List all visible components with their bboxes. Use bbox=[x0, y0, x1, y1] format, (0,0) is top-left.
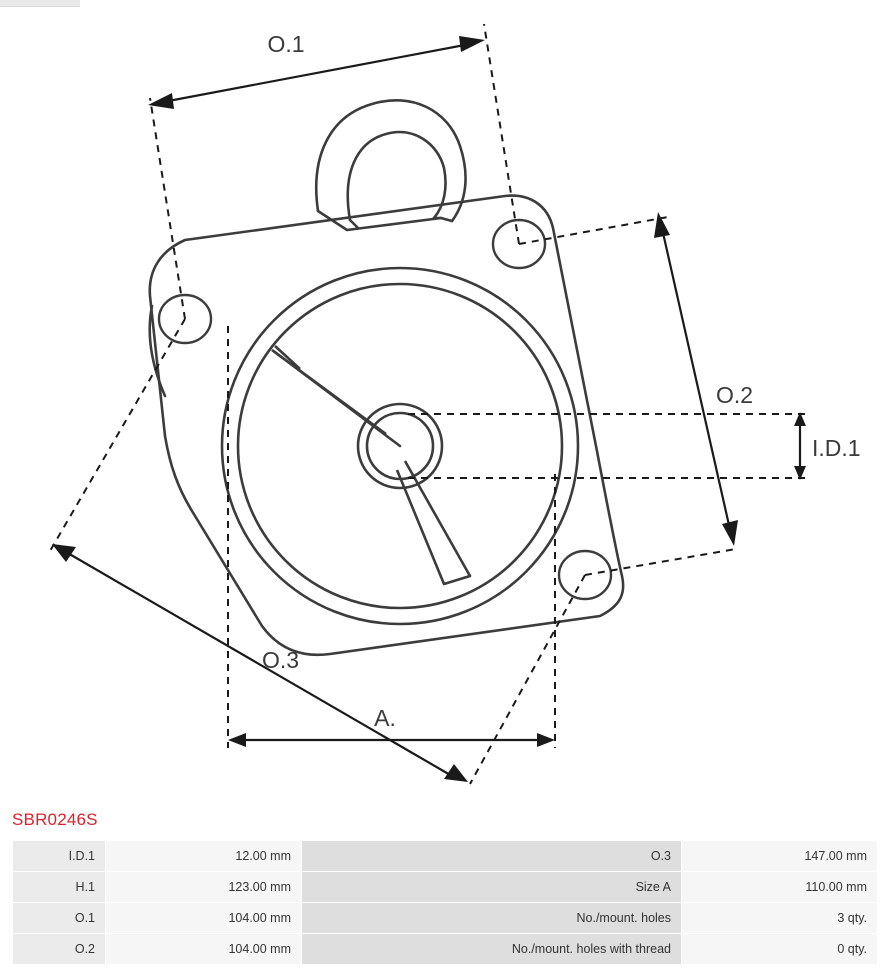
part-number: SBR0246S bbox=[12, 810, 98, 829]
label-a: A. bbox=[374, 705, 396, 731]
spec-value: 110.00 mm bbox=[682, 872, 878, 903]
dimension-o3 bbox=[50, 319, 585, 784]
specifications-table bbox=[12, 840, 878, 965]
dimension-id1 bbox=[408, 412, 810, 480]
technical-drawing bbox=[0, 6, 889, 806]
label-id1: I.D.1 bbox=[812, 435, 861, 461]
table-row bbox=[13, 841, 878, 872]
spec-value: 104.00 mm bbox=[106, 934, 302, 965]
table-row bbox=[13, 934, 878, 965]
spec-label: Size A bbox=[302, 872, 682, 903]
spec-value: 12.00 mm bbox=[106, 841, 302, 872]
table-row bbox=[13, 903, 878, 934]
label-o1: O.1 bbox=[267, 31, 305, 57]
spec-label: H.1 bbox=[13, 872, 106, 903]
spec-value: 0 qty. bbox=[682, 934, 878, 965]
dimension-o1 bbox=[148, 24, 519, 319]
spec-value: 147.00 mm bbox=[682, 841, 878, 872]
spec-label: O.3 bbox=[302, 841, 682, 872]
label-o3: O.3 bbox=[262, 647, 300, 673]
spec-label: No./mount. holes bbox=[302, 903, 682, 934]
label-o2: O.2 bbox=[716, 382, 754, 408]
dimension-a bbox=[228, 326, 555, 748]
spec-label: O.2 bbox=[13, 934, 106, 965]
part-outline bbox=[150, 100, 624, 655]
spec-value: 3 qty. bbox=[682, 903, 878, 934]
table-row bbox=[13, 872, 878, 903]
spec-label: O.1 bbox=[13, 903, 106, 934]
spec-label: I.D.1 bbox=[13, 841, 106, 872]
spec-value: 123.00 mm bbox=[106, 872, 302, 903]
spec-value: 104.00 mm bbox=[106, 903, 302, 934]
dimension-o2 bbox=[519, 212, 738, 575]
spec-label: No./mount. holes with thread bbox=[302, 934, 682, 965]
radial-slots bbox=[272, 346, 470, 584]
